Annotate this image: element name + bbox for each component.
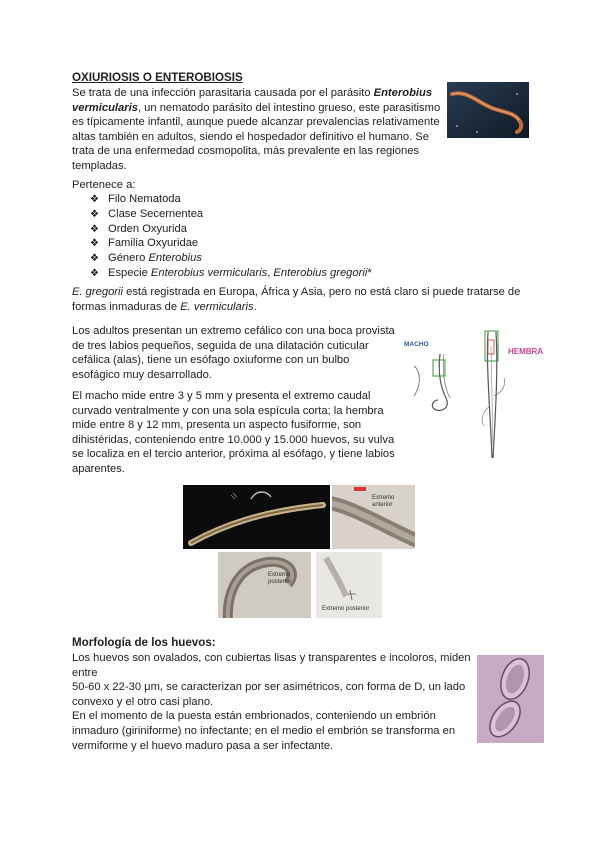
eggs-heading: Morfología de los huevos: [72, 636, 216, 649]
diamond-bullet-icon: ❖ [90, 238, 99, 250]
male-female-diagram [400, 326, 560, 466]
list-item: ❖ Familia Oxyuridae [90, 236, 372, 251]
posterior-end-label-2: Extremo posterior [322, 606, 370, 612]
taxonomy-list [90, 192, 372, 281]
diamond-bullet-icon: ❖ [90, 267, 99, 279]
list-item: ❖ Orden Oxyurida [90, 222, 372, 237]
diamond-bullet-icon: ❖ [90, 223, 99, 235]
macho-label: MACHO [404, 341, 429, 348]
list-item: ❖ Especie Enterobius vermicularis, Enterobius gregorii* [90, 266, 372, 281]
list-item: ❖ Clase Secernentea [90, 207, 372, 222]
page-title: OXIURIOSIS O ENTEROBIOSIS [72, 71, 243, 84]
sizes-paragraph: El macho mide entre 3 y 5 mm y presenta el extremo caudal curvado ventralmente y con una sola espícula corta; la hembra mide entre 8 y 12 mm, presenta un aspecto fusiforme, son dihistéridas, conteniendo entre 10.000 y 15.000 huevos, su vulva se localiza en el tercio anterior, próxima al esófago, y tiene labios aparentes. [72, 390, 395, 475]
eggs-photo [477, 655, 544, 743]
diamond-bullet-icon: ❖ [90, 208, 99, 220]
worm-photo [447, 82, 529, 138]
posterior-end-micrograph-2 [316, 552, 382, 618]
eggs-paragraph: Los huevos son ovalados, con cubiertas lisas y transparentes e incoloros, miden entre 50-60 x 22-30 μm, se caracterizan por ser asimétricos, con forma de D, un lado convexo y el otro casi plano. En el momento de la puesta están embrionados, conteniendo un embrión inmaduro (giriniforme) no infectante; en el medio el embrión se transforma en vermiforme y el huevo maduro pasa a ser infectante. [72, 652, 471, 752]
diamond-bullet-icon: ❖ [90, 253, 99, 265]
list-item: ❖ Género Enterobius [90, 251, 372, 266]
taxonomy-heading: Pertenece a: [72, 179, 136, 191]
anterior-end-micrograph [332, 485, 415, 549]
gregorii-note: E. gregorii está registrada en Europa, África y Asia, pero no está claro si puede tratarse de formas inmaduras de E. vermicularis. [72, 286, 521, 313]
posterior-end-label: Extremo posterior [268, 572, 292, 585]
diamond-bullet-icon: ❖ [90, 194, 99, 205]
list-item: ❖ Filo Nematoda [90, 192, 372, 207]
posterior-end-micrograph [218, 552, 311, 618]
anterior-end-label: Extremo anterior [372, 495, 395, 508]
intro-paragraph: Se trata de una infección parasitaria causada por el parásito Enterobius vermicularis, un nematodo parásito del intestino grueso, este parasitismo es típicamente infantil, aunque puede alcanzar prevalencias relativamente altas también en adultos, siendo el hospedador definitivo el humano. Se trata de una enfermedad cosmopolita, más prevalente en las regiones templadas. [72, 87, 441, 172]
hembra-label: HEMBRA [508, 347, 544, 356]
worm-micrograph-dark [183, 485, 330, 549]
adults-paragraph: Los adultos presentan un extremo cefálico con una boca provista de tres labios pequeños, seguida de una dilatación cuticular cefálica (alas), tiene un esófago oxiuforme con un bulbo esofágico muy desarrollado. [72, 325, 395, 381]
